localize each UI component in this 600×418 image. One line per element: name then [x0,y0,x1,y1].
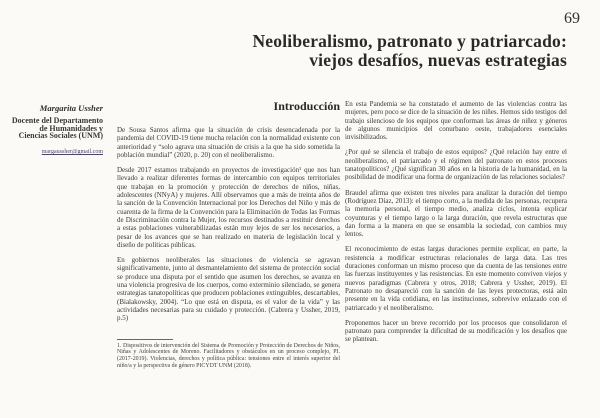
author-affiliation-line-1: Docente del Departamento [11,116,103,125]
paragraph-right-1: En esta Pandemia se ha constatado el aumento de las violencias contra las mujeres, pero poco se dice de la situación de les niñes. Hemos sido testigos del trabajo silencioso de los equipos que conforman las áreas de niñez y géneros de algunos municipios del conurbano oeste, trabajadores esenciales invisibilizados. [345,100,567,142]
column-left [117,100,340,370]
paragraph-right-5: Proponemos hacer un breve recorrido por los procesos que consolidaron el patronato para comprender la dificultad de su modificación y los desafíos que se plantean. [345,318,567,344]
column-right [345,100,567,351]
section-heading-introduccion: Introducción [273,99,340,113]
author-affiliation-line-2: de Humanidades y [39,123,103,133]
author-block [0,103,103,158]
page-number: 69 [564,10,580,27]
paragraph-right-4: El reconocimiento de estas largas duraciones permite explicar, en parte, la resistencia a modificar estructuras relacionales de larga data. Las tres duraciones conforman un mismo proceso que da cuenta de las tensiones entre las fuerzas instituyentes y las resistencias. En este momento conviven viejos y nuevos paradigmas (Cabrera y otros, 2018; Cabrera y Ussher, 2019). El Patronato no desapareció con la sanción de las leyes protectoras, está aún presente en la vida cotidiana, en las instituciones, sobrevive enlazado con el patriarcado y el neoliberalismo. [345,245,567,312]
author-affiliation-line-3: Ciencias Sociales (UNM) [18,131,103,141]
paragraph-left-2: Desde 2017 estamos trabajando en proyectos de investigación¹ que nos han llevado a realizar diferentes formas de intercambio con equipos territoriales que trabajan en la promoción y protección de derechos de niños, niñas, adolescentes (NNyA) y mujeres. Allí observamos que a más de treinta años de la sanción de la Convención Internacional por los Derechos del Niño y más de cuarenta de la firma de la Convención para la Eliminación de Todas las Formas de Discriminación contra la Mujer, los recursos destinados a restituir derechos a estas poblaciones vulnerabilizadas están muy lejos de ser los necesarios, a pesar de los avances que se han realizado en materia de legislación local y diseño de políticas públicas. [117,166,340,249]
article-title-line-2: viejos desafíos, nuevas estrategias [309,49,567,70]
author-name: Margarita Ussher [39,103,103,113]
article-title [252,32,567,69]
author-email-link[interactable]: margaussher@gmail.com [41,149,103,156]
footnote-text: 1. Dispositivos de intervención del Sistema de Promoción y Protección de Derechos de Niños, Niñas y Adolescentes de Moreno. Facilitadores y obstáculos en un proceso complejo, PI. (2017-2019). Violencias, derechos y política pública: tensiones entre el interés superior del niño/a y la perspectiva de género PICYDT UNM (2018). [117,342,340,370]
paragraph-right-2: ¿Por qué se silencia el trabajo de estos equipos? ¿Qué relación hay entre el neoliberalismo, el patriarcado y el régimen del patronato en estos procesos tanatopolíticos? ¿Qué significan 30 años en la historia de la humanidad, en la posibilidad de modificar una forma de organización de las relaciones sociales? [345,148,567,182]
paragraph-left-1: De Sousa Santos afirma que la situación de crisis desencadenada por la pandemia del COVID-19 tiene mucha relación con la normalidad existente con anterioridad y “solo agrava una situación de crisis a la que ha sido sometida la población mundial” (2020, p. 20) con el neoliberalismo. [117,126,340,159]
paragraph-right-3: Braudel afirma que existen tres niveles para analizar la duración del tiempo (Rodríguez Díaz, 2013): el tiempo corto, a la medida de las personas, recupera la memoria personal, el tiempo medio, analiza ciclos, intenta explicar coyunturas y el tiempo largo o la larga duración, que revela estructuras que dan forma a la manera en que se ensambla la sociedad, con cambios muy lentos. [345,188,567,239]
paragraph-left-3: En gobiernos neoliberales las situaciones de violencia se agravan significativamente, junto al desmantelamiento del sistema de protección social se produce una disputa por el sentido que asumen los derechos, se avanza en una violencia progresiva de los cuerpos, como exterminio silenciado, se genera estrategias tanatopolíticas que producen poblaciones extinguibles, descartables, (Bialakowsky, 2004). “Lo que está en disputa, es el valor de la vida” y las actividades necesarias para su cuidado y protección. (Cabrera y Ussher, 2019, p.5) [117,256,340,323]
article-title-line-1: Neoliberalismo, patronato y patriarcado: [252,31,567,51]
footnote-divider [117,339,173,340]
